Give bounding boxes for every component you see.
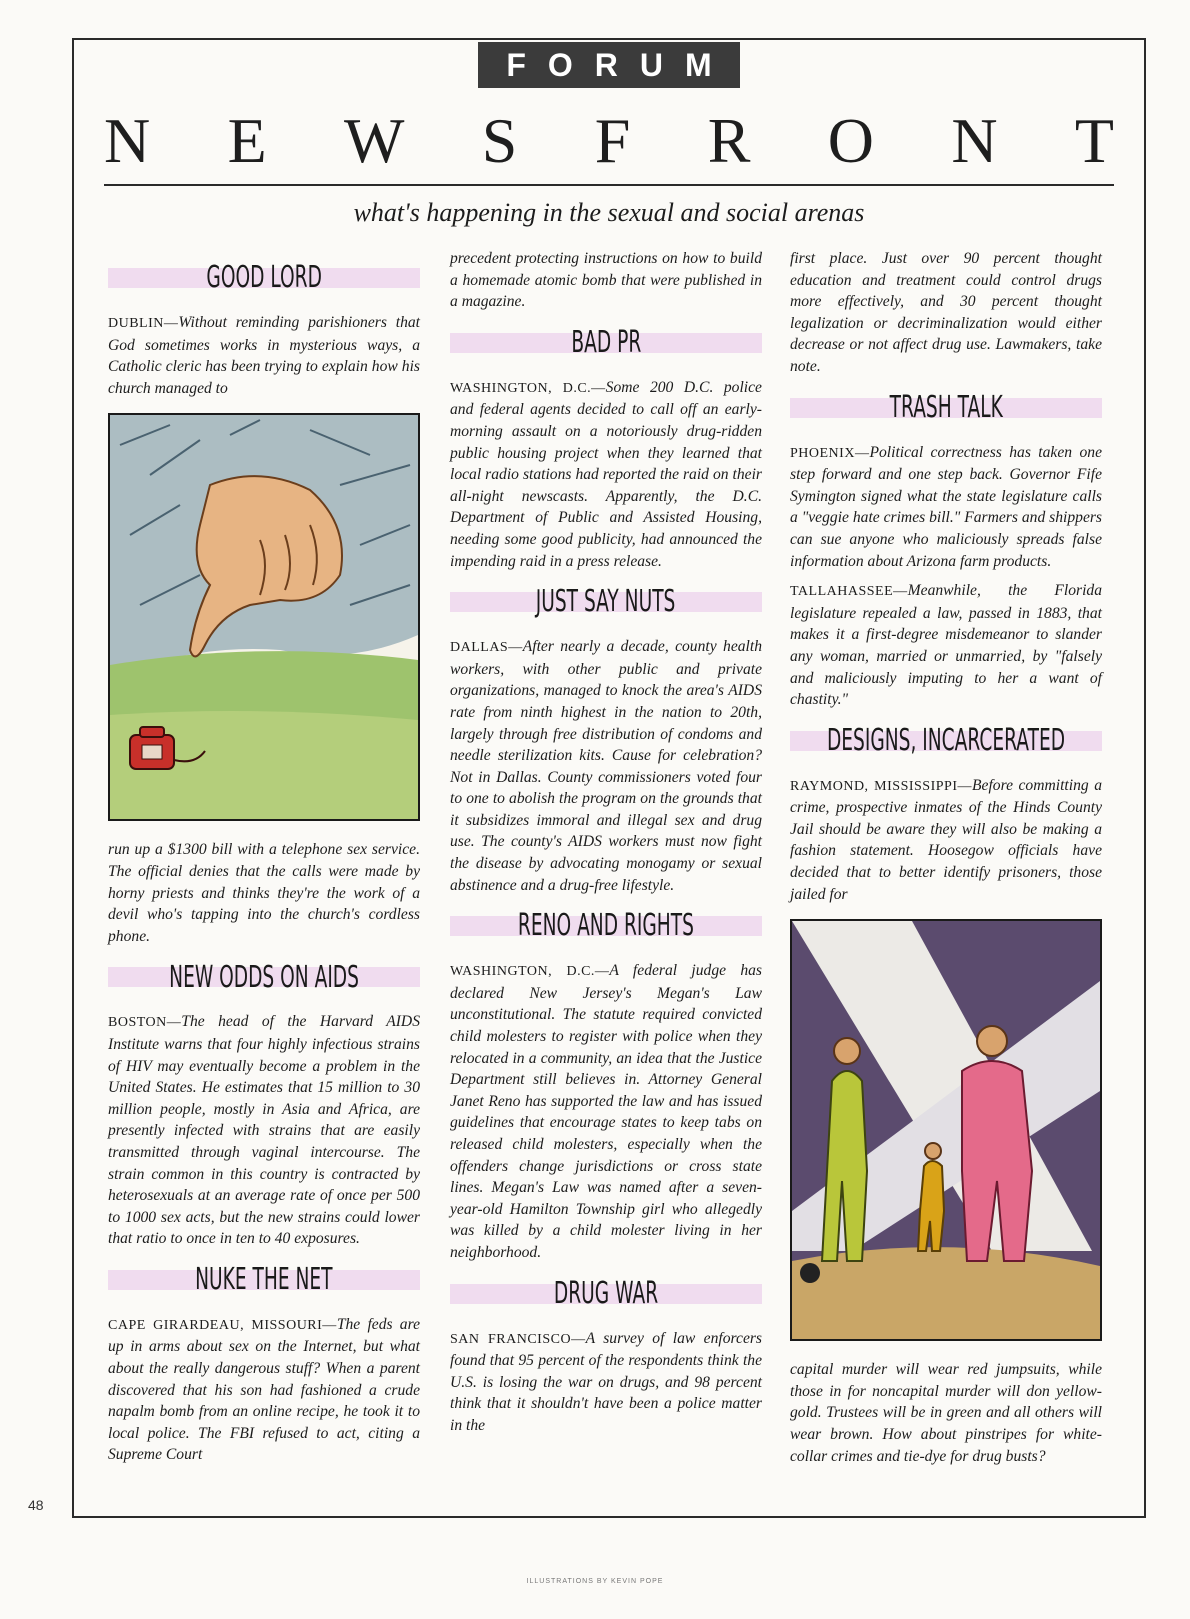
- title-letter: N: [104, 105, 151, 176]
- story-good-lord-part1: DUBLIN—Without reminding parishioners that God sometimes works in mysterious ways, a Catholic cleric has been trying to explain how his church managed to: [108, 314, 420, 397]
- headline-trash-talk: TRASH TALK: [790, 388, 1102, 428]
- title-letter: W: [344, 105, 405, 176]
- headline-good-lord: GOOD LORD: [108, 258, 420, 298]
- story-trash-talk-phoenix: PHOENIX—Political correctness has taken one step forward and one step back. Governor Fife Symington signed what the state legislature calls a "veggie hate crimes bill." Farmers and shippers can sue anyone who maliciously spreads false information about Arizona farm products.: [790, 443, 1102, 570]
- story-new-odds: BOSTON—The head of the Harvard AIDS Institute warns that four highly infectious strains of HIV may eventually become a problem in the United States. He estimates that 15 million to 30 million people, mostly in Asia and Africa, are presently infected with strains that are easily transmitted through vaginal intercourse. The strain common in this country is contracted by heterosexuals at an average rate of once per 500 to 1000 sex acts, but the new strains could lower that ratio to once in ten to 40 exposures.: [108, 1013, 420, 1248]
- illustration-jumpsuits: [790, 919, 1102, 1341]
- title-letter: E: [227, 105, 267, 176]
- story-just-say-nuts: DALLAS—After nearly a decade, county health workers, with other public and private organizations, managed to knock the area's AIDS rate from ninth highest in the nation to 20th, largely through free distribution of condoms and needle sterilization kits. Cause for celebration? Not in Dallas. County commissioners voted four to one to abolish the program on the grounds that it subsidizes immoral and illegal sex and drug use. The county's AIDS workers must now fight the disease by advocating monogamy or sexual abstinence and a drug-free lifestyle.: [450, 638, 762, 894]
- story-nuke-net-part2: precedent protecting instructions on how to build a homemade atomic bomb that were published in a magazine.: [450, 250, 762, 311]
- story-trash-talk-tallahassee: TALLAHASSEE—Meanwhile, the Florida legislature repealed a law, passed in 1883, that makes it a first-degree misdemeanor to slander any woman, married or unmarried, by "falsely and maliciously imputing to her a want of chastity.": [790, 582, 1102, 709]
- prisoners-jumpsuits-illustration: [792, 921, 1100, 1339]
- story-designs-part1: RAYMOND, MISSISSIPPI—Before committing a crime, prospective inmates of the Hinds County Jail should be aware they will also be making a fashion statement. Hoosegow officials have decided that to better identify prisoners, those jailed for: [790, 776, 1102, 903]
- illustration-hand-telephone: [108, 413, 420, 821]
- column-1: [108, 248, 420, 1474]
- story-good-lord-part2: run up a $1300 bill with a telephone sex service. The official denies that the calls were made by horny priests and thinks they're the work of a devil who's tapping into the church's cordless phone.: [108, 841, 420, 945]
- headline-just-say-nuts: JUST SAY NUTS: [450, 582, 762, 622]
- column-2: [450, 248, 762, 1445]
- title-letter: N: [951, 105, 998, 176]
- forum-label: FORUM: [478, 42, 740, 88]
- newsfront-title: [104, 106, 1114, 176]
- headline-reno-rights: RENO AND RIGHTS: [450, 906, 762, 946]
- title-letter: R: [707, 105, 751, 176]
- title-letter: F: [594, 105, 631, 176]
- story-drug-war-part2: first place. Just over 90 percent thought education and treatment could control drugs more effectively, and 30 percent thought legalization or decriminalization would either decrease or not affect drug use. Lawmakers, take note.: [790, 250, 1102, 375]
- story-nuke-net-part1: CAPE GIRARDEAU, MISSOURI—The feds are up in arms about sex on the Internet, but what about the really dangerous stuff? When a parent discovered that his son had fashioned a crude napalm bomb from an online recipe, he took it to local police. The FBI refused to act, citing a Supreme Court: [108, 1315, 420, 1464]
- story-reno-rights: WASHINGTON, D.C.—A federal judge has declared New Jersey's Megan's Law unconstitutional. The statute required convicted child molesters to register with police when they relocated in a community, an idea that the Justice Department still believes in. Attorney General Janet Reno has supported the law and has issued guidelines that encourage states to keep tabs on released child molesters, especially when the offenders change jurisdictions or cross state lines. Megan's Law was named after a seven-year-old Hamilton Township girl who allegedly was killed by a child molester living in her neighborhood.: [450, 962, 762, 1261]
- headline-nuke-net: NUKE THE NET: [108, 1260, 420, 1300]
- illustration-credit: ILLUSTRATIONS BY KEVIN POPE: [526, 1578, 664, 1585]
- headline-drug-war: DRUG WAR: [450, 1274, 762, 1314]
- title-rule: [104, 184, 1114, 186]
- story-bad-pr: WASHINGTON, D.C.—Some 200 D.C. police and federal agents decided to call off an early-morning assault on a notoriously drug-ridden public housing project when they learned that local radio stations had reported the raid on their all-night newscasts. Apparently, the D.C. Department of Public and Assisted Housing, needing some good publicity, had announced the impending raid in a press release.: [450, 378, 762, 570]
- story-drug-war-part1: SAN FRANCISCO—A survey of law enforcers found that 95 percent of the respondents think the U.S. is losing the war on drugs, and 98 percent think that it shouldn't have been a police matter in the: [450, 1329, 763, 1434]
- page-number: 48: [28, 1497, 44, 1513]
- story-designs-part2: capital murder will wear red jumpsuits, while those in for noncapital murder will don yellow-gold. Trustees will be in green and all others will wear brown. How about pinstripes for white-collar crimes and tie-dye for drug busts?: [790, 1361, 1102, 1465]
- tagline: what's happening in the sexual and social arenas: [353, 198, 865, 227]
- column-3: [790, 248, 1102, 1475]
- headline-new-odds: NEW ODDS ON AIDS: [108, 957, 420, 997]
- headline-bad-pr: BAD PR: [450, 323, 762, 363]
- title-letter: T: [1074, 105, 1114, 176]
- title-letter: S: [481, 105, 518, 176]
- title-letter: O: [827, 105, 874, 176]
- hand-telephone-illustration: [110, 415, 418, 819]
- headline-designs-incarcerated: DESIGNS, INCARCERATED: [790, 721, 1102, 761]
